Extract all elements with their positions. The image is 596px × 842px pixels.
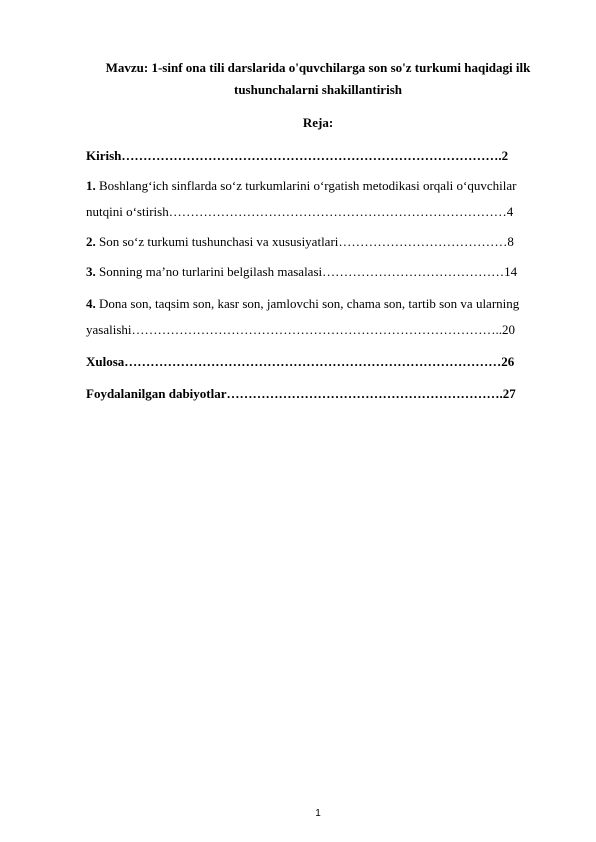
document-title-line-1: Mavzu: 1-sinf ona tili darslarida o'quvchilarga son so'z turkumi haqidagi ilk [105,60,531,75]
toc-item-2 [86,234,514,250]
toc-item-1-line-2: nutqini o‘stirish……………………………………………………………………4 [86,204,514,219]
toc-item-1-line-1 [86,178,516,194]
toc-references: Foydalanilgan dabiyotlar……………………………………………………….27 [86,386,516,401]
toc-conclusion: Xulosa……………………………………………………………………………26 [86,354,515,369]
document-title-line-2: tushunchalarni shakillantirish [234,82,402,97]
toc-item-4-line-2: yasalishi…………………………………………………………………………..20 [86,322,515,337]
toc-item-2-text: Son so‘z turkumi tushunchasi va xususiyatlari…………………………………8 [95,234,514,249]
toc-item-3-text: Sonning ma’no turlarini belgilash masalasi……………………………………14 [95,264,518,279]
plan-heading: Reja: [302,115,334,130]
toc-item-4-number: 4. [86,296,96,311]
toc-intro: Kirish…………………………………………………………………………….2 [86,148,509,163]
toc-item-3-number: 3. [86,264,96,279]
toc-item-1-text: Boshlang‘ich sinflarda so‘z turkumlarini o‘rgatish metodikasi orqali o‘quvchilar [95,178,517,193]
toc-item-4-text: Dona son, taqsim son, kasr son, jamlovchi son, chama son, tartib son va ularning [95,296,520,311]
page-number: 1 [315,808,321,819]
toc-item-3 [86,264,517,280]
toc-item-4-line-1 [86,296,519,312]
toc-item-1-number: 1. [86,178,96,193]
toc-item-2-number: 2. [86,234,96,249]
